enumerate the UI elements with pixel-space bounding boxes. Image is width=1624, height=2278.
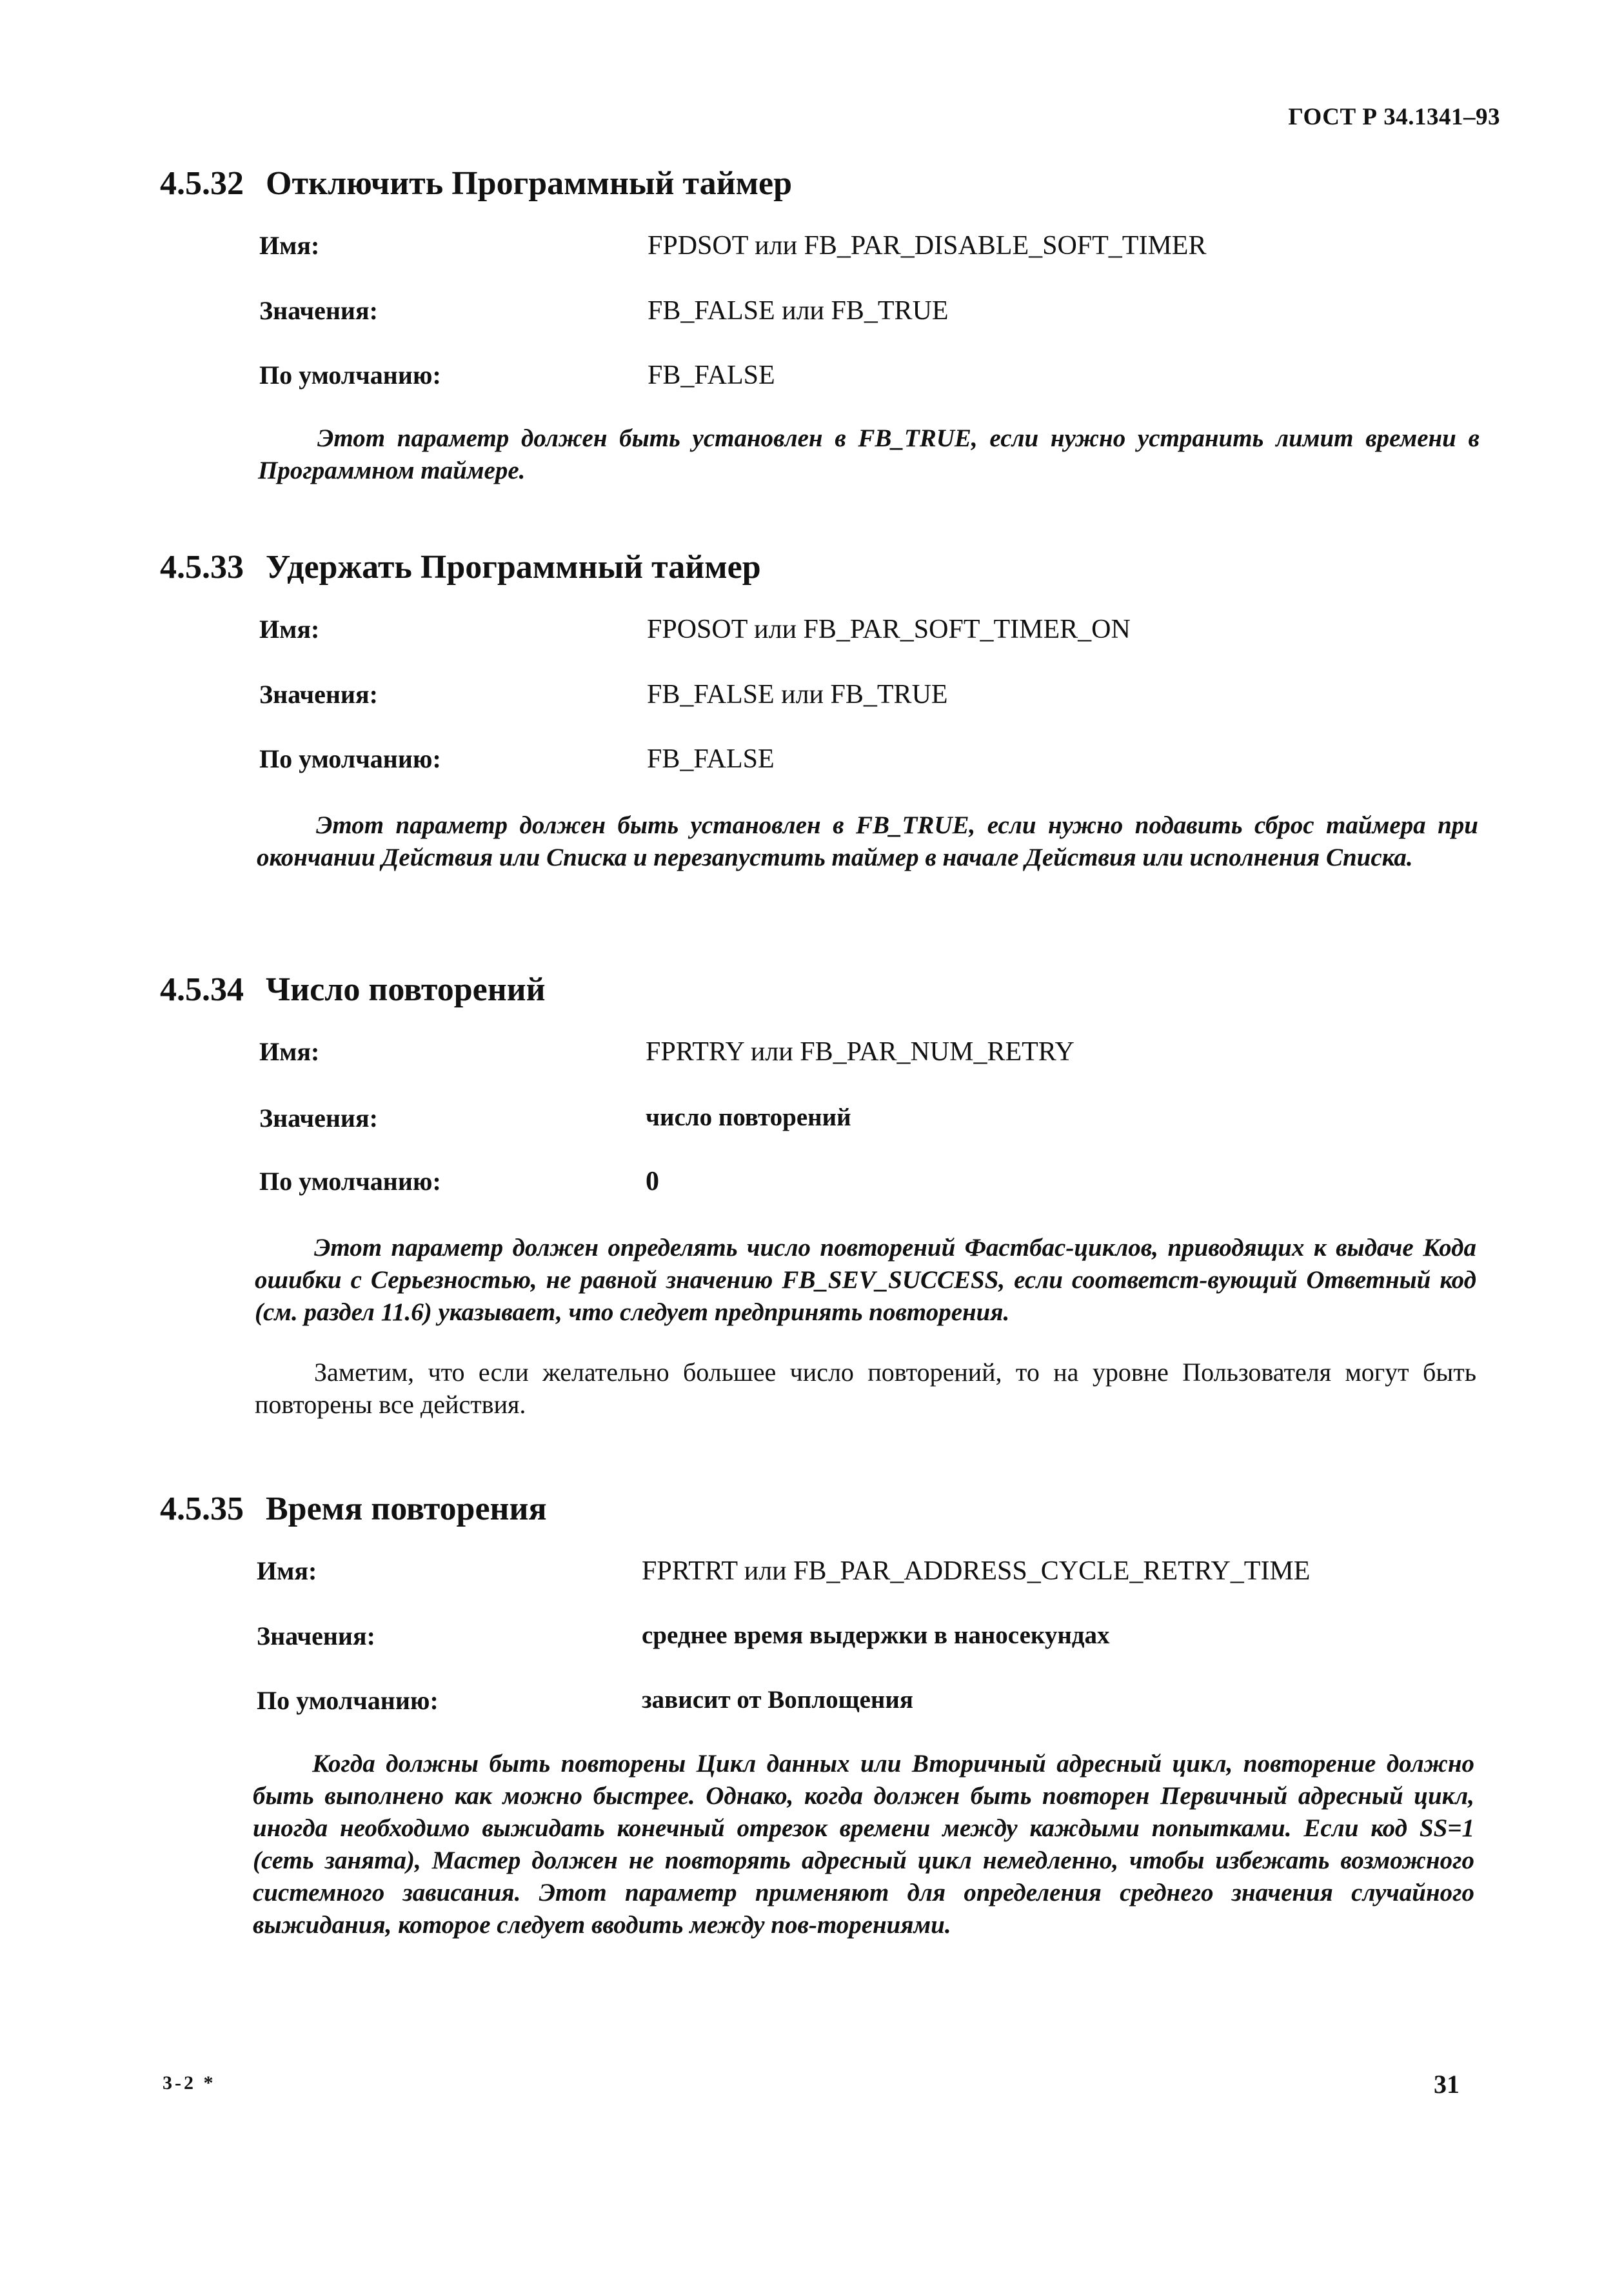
param-label: Значения: xyxy=(257,1621,375,1650)
section-note: Этот параметр должен быть установлен в FB_TRUE, если нужно подавить сброс таймера при окончании Действия или Списка и перезапустить таймер в начале Действия или исполнения Списка. xyxy=(257,811,1478,871)
param-label: Значения: xyxy=(259,680,378,709)
param-value: FPRTRT или FB_PAR_ADDRESS_CYCLE_RETRY_TIME xyxy=(642,1556,1311,1586)
param-value: число повторений xyxy=(646,1104,851,1131)
param-row-default xyxy=(0,1166,1624,1205)
section-number: 4.5.34 xyxy=(160,971,244,1008)
param-value: FB_FALSE xyxy=(648,361,775,390)
section-title: Число повторений xyxy=(266,971,546,1008)
section-note: Этот параметр должен быть установлен в FB_TRUE, если нужно устранить лимит времени в Программном таймере. xyxy=(258,424,1480,484)
param-label: По умолчанию: xyxy=(259,361,441,390)
param-value: 0 xyxy=(646,1167,659,1196)
section-heading xyxy=(160,1490,547,1528)
section-title: Время повторения xyxy=(266,1491,547,1527)
param-row-default xyxy=(0,1685,1624,1724)
param-label: Имя: xyxy=(257,1556,317,1585)
section-number: 4.5.35 xyxy=(160,1491,244,1527)
param-row-name xyxy=(0,1556,1624,1594)
param-label: Имя: xyxy=(259,615,320,644)
param-row-values xyxy=(0,1103,1624,1142)
param-row-name xyxy=(0,614,1624,653)
param-row-values xyxy=(0,295,1624,334)
param-row-values xyxy=(0,679,1624,718)
param-label: По умолчанию: xyxy=(259,744,441,773)
section-number: 4.5.33 xyxy=(160,549,244,586)
document-code: ГОСТ Р 34.1341–93 xyxy=(1288,104,1500,130)
section-note: Когда должны быть повторены Цикл данных или Вторичный адресный цикл, повторение должно быть выполнено как можно быстрее. Однако, когда должен быть повторен Первичный адресный цикл, иногда необходимо выжидать конечный отрезок времени между каждыми попытками. Если код SS=1 (сеть занята), Мастер должен не повторять адресный цикл немедленно, чтобы избежать возможного системного зависания. Этот параметр применяют для определения среднего значения случайного выжидания, которое следует вводить между пов-торениями. xyxy=(253,1750,1474,1939)
param-row-default xyxy=(0,744,1624,782)
section-title: Удержать Программный таймер xyxy=(266,549,761,586)
param-row-default xyxy=(0,360,1624,399)
param-label: По умолчанию: xyxy=(257,1686,439,1715)
param-label: По умолчанию: xyxy=(259,1167,441,1196)
section-remark: Заметим, что если желательно большее число повторений, то на уровне Пользователя могут быть повторены все действия. xyxy=(255,1358,1476,1419)
param-label: Значения: xyxy=(259,296,378,325)
section-number: 4.5.32 xyxy=(160,165,244,202)
sheet-mark: 3-2 * xyxy=(163,2072,216,2094)
param-value: FB_FALSE или FB_TRUE xyxy=(648,296,949,326)
page-number: 31 xyxy=(1434,2070,1460,2099)
param-value: среднее время выдержки в наносекундах xyxy=(642,1621,1110,1649)
section-title: Отключить Программный таймер xyxy=(266,165,793,202)
param-value: FB_FALSE или FB_TRUE xyxy=(647,680,948,709)
section-heading xyxy=(160,971,546,1009)
section-heading xyxy=(160,548,761,586)
param-label: Значения: xyxy=(259,1104,378,1133)
param-row-name xyxy=(0,230,1624,269)
param-value: FB_FALSE xyxy=(647,744,775,774)
section-note: Этот параметр должен определять число повторений Фастбас-циклов, приводящих к выдаче Кода ошибки с Серьезностью, не равной значению FB_SEV_SUCCESS, если соответст-вующий Ответный код (см. раздел 11.6) указывает, что следует предпринять повторения. xyxy=(255,1234,1476,1326)
param-value: FPDSOT или FB_PAR_DISABLE_SOFT_TIMER xyxy=(648,231,1207,261)
param-value: FPOSOT или FB_PAR_SOFT_TIMER_ON xyxy=(647,615,1131,644)
param-value: FPRTRY или FB_PAR_NUM_RETRY xyxy=(646,1037,1074,1067)
param-value: зависит от Воплощения xyxy=(642,1686,913,1714)
section-heading xyxy=(160,164,792,203)
param-label: Имя: xyxy=(259,1037,320,1066)
param-label: Имя: xyxy=(259,231,320,260)
param-row-name xyxy=(0,1036,1624,1075)
param-row-values xyxy=(0,1621,1624,1659)
